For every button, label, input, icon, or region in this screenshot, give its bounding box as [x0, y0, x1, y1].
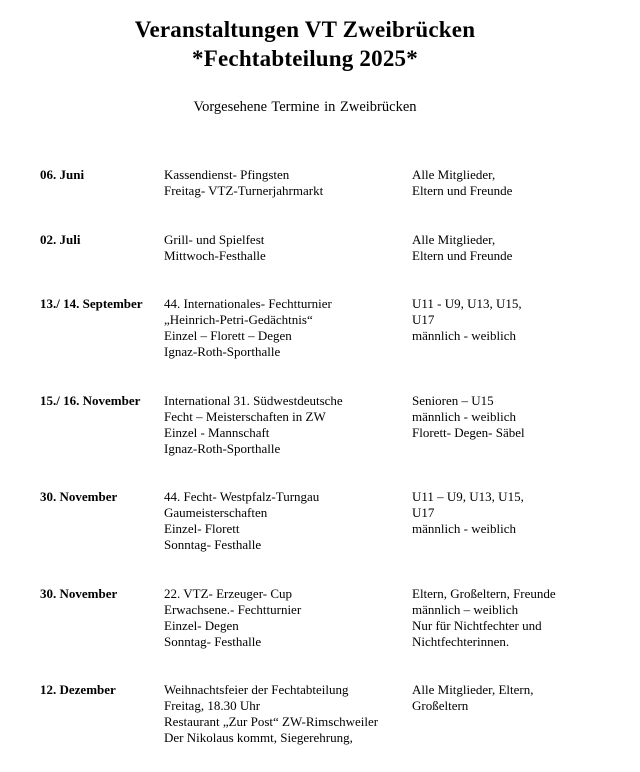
description-line: Freitag, 18.30 Uhr [164, 698, 261, 713]
description-line: Sonntag- Festhalle [164, 634, 262, 649]
audience-line: Nur für Nichtfechter und [412, 618, 542, 633]
description-line: Mittwoch-Festhalle [164, 248, 266, 263]
description-line: Ignaz-Roth-Sporthalle [164, 441, 281, 456]
description-line: Einzel- Degen [164, 618, 239, 633]
description-line: Ignaz-Roth-Sporthalle [164, 344, 281, 359]
event-description [164, 586, 408, 650]
audience-line: männlich - weiblich [412, 521, 516, 536]
audience-line: Florett- Degen- Säbel [412, 425, 525, 440]
audience-line: U17 [412, 505, 435, 520]
event-description [164, 167, 408, 199]
description-line: Einzel- Florett [164, 521, 240, 536]
event-description [164, 489, 408, 553]
audience-line: U17 [412, 312, 435, 327]
description-line: Der Nikolaus kommt, Siegerehrung, [164, 730, 353, 745]
description-line: Gaumeisterschaften [164, 505, 268, 520]
event-description [164, 393, 408, 457]
event-date: 13./ 14. September [40, 296, 143, 311]
description-line: Grill- und Spielfest [164, 232, 265, 247]
event-description [164, 232, 408, 264]
description-line: 22. VTZ- Erzeuger- Cup [164, 586, 293, 601]
audience-line: Eltern und Freunde [412, 248, 513, 263]
event-audience [412, 393, 572, 441]
audience-line: U11 - U9, U13, U15, [412, 296, 522, 311]
description-line: Fecht – Meisterschaften in ZW [164, 409, 326, 424]
description-line: Einzel - Mannschaft [164, 425, 270, 440]
event-description [164, 682, 408, 746]
description-line: Restaurant „Zur Post“ ZW-Rimschweiler [164, 714, 379, 729]
event-audience [412, 682, 572, 714]
description-line: Freitag- VTZ-Turnerjahrmarkt [164, 183, 324, 198]
description-line: Weihnachtsfeier der Fechtabteilung [164, 682, 349, 697]
audience-line: Eltern, Großeltern, Freunde [412, 586, 556, 601]
audience-line: männlich - weiblich [412, 409, 516, 424]
description-line: 44. Fecht- Westpfalz-Turngau [164, 489, 320, 504]
audience-line: männlich - weiblich [412, 328, 516, 343]
event-date: 06. Juni [40, 167, 85, 182]
event-audience [412, 167, 572, 199]
description-line: Erwachsene.- Fechtturnier [164, 602, 302, 617]
event-date: 15./ 16. November [40, 393, 141, 408]
document-subtitle-title: *Fechtabteilung 2025* [192, 46, 418, 71]
event-audience [412, 232, 572, 264]
audience-line: Alle Mitglieder, Eltern, [412, 682, 534, 697]
event-date: 12. Dezember [40, 682, 116, 697]
audience-line: Alle Mitglieder, [412, 167, 496, 182]
event-date: 30. November [40, 586, 118, 601]
description-line: International 31. Südwestdeutsche [164, 393, 343, 408]
event-description [164, 296, 408, 360]
event-audience [412, 489, 572, 537]
audience-line: Senioren – U15 [412, 393, 494, 408]
description-line: Einzel – Florett – Degen [164, 328, 292, 343]
audience-line: männlich – weiblich [412, 602, 519, 617]
description-line: „Heinrich-Petri-Gedächtnis“ [164, 312, 313, 327]
event-audience [412, 296, 572, 344]
audience-line: Nichtfechterinnen. [412, 634, 510, 649]
audience-line: Eltern und Freunde [412, 183, 513, 198]
description-line: Kassendienst- Pfingsten [164, 167, 290, 182]
description-line: Sonntag- Festhalle [164, 537, 262, 552]
document-title: Veranstaltungen VT Zweibrücken [134, 17, 476, 42]
audience-line: Alle Mitglieder, [412, 232, 496, 247]
audience-line: U11 – U9, U13, U15, [412, 489, 524, 504]
description-line: 44. Internationales- Fechtturnier [164, 296, 332, 311]
event-audience [412, 586, 572, 650]
audience-line: Großeltern [412, 698, 469, 713]
section-heading: Vorgesehene Termine in Zweibrücken [193, 99, 417, 115]
event-date: 02. Juli [40, 232, 81, 247]
event-date: 30. November [40, 489, 118, 504]
